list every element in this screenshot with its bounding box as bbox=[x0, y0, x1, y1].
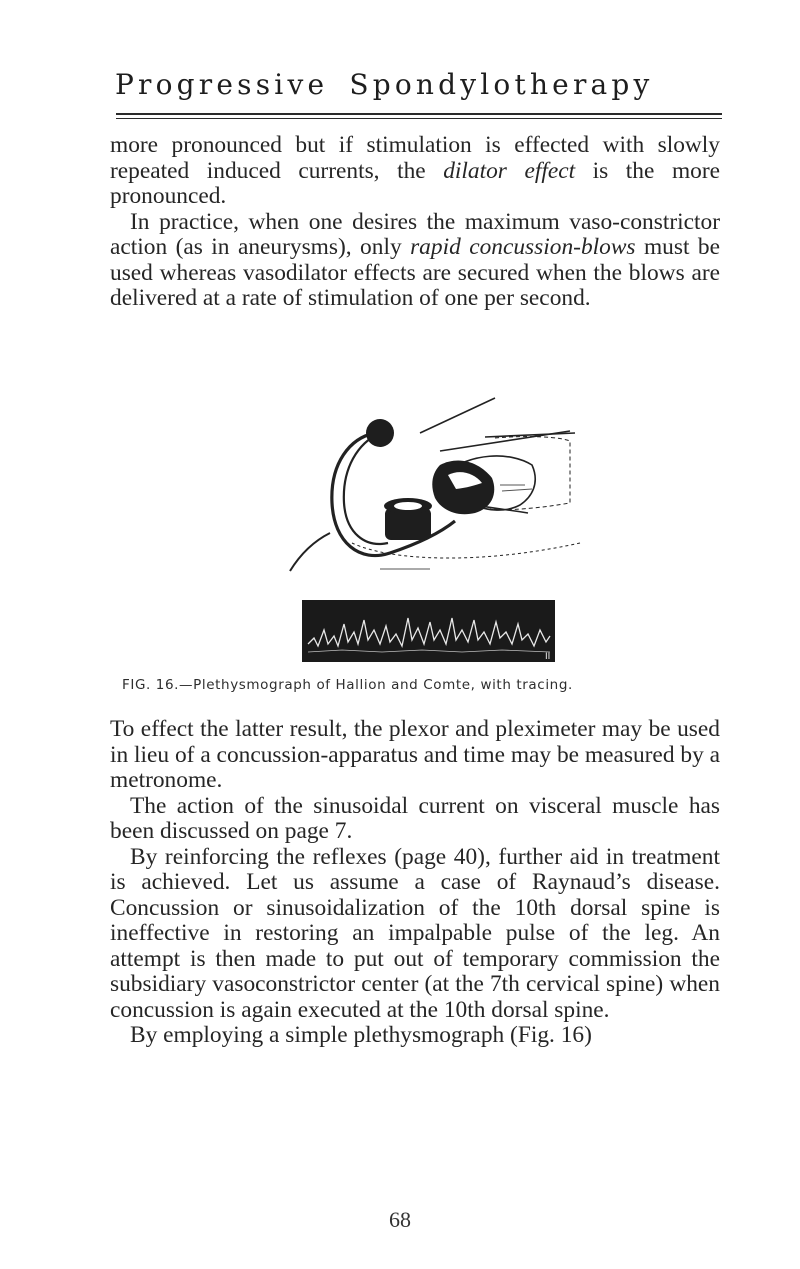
page-number: 68 bbox=[389, 1207, 411, 1232]
italic-term: dilator effect bbox=[443, 157, 576, 184]
paragraph: The action of the sinusoidal current on visceral muscle has been discussed on page 7. bbox=[110, 792, 720, 844]
figure-caption: FIG. 16.—Plethysmograph of Hallion and Comte, with tracing. bbox=[122, 677, 573, 693]
header-rule-thick bbox=[116, 113, 722, 115]
text-run: is the more pronounced. bbox=[110, 157, 720, 209]
plethysmograph-tracing bbox=[302, 600, 555, 662]
paragraph bbox=[110, 133, 720, 210]
paragraph: By reinforcing the reflexes (page 40), further aid in treatment is achieved. Let us assume a case of Raynaud’s disease. Concussion or sinusoidalization of the 10th dorsal spine is ineffective in restoring an impalpable pulse of the leg. An attempt is then made to put out of temporary commission the subsidiary vasoconstrictor center (at the 7th cervical spine) when concussion is again executed at the 10th dorsal spine. bbox=[110, 843, 720, 1023]
paragraph: By employing a simple plethysmograph (Fig. 16) bbox=[130, 1022, 592, 1048]
running-head: Progressive Spondylotherapy bbox=[115, 68, 654, 101]
tracing-label: II bbox=[545, 652, 551, 662]
text-run: more pronounced but if stimulation is effected with slowly repeated induced currents, the bbox=[110, 132, 720, 184]
paragraph bbox=[110, 210, 720, 312]
text-run: In practice, when one desires the maximum vaso-constrictor action (as in aneurysms), only bbox=[110, 208, 720, 260]
paragraph: To effect the latter result, the plexor and pleximeter may be used in lieu of a concussion-apparatus and time may be measured by a metronome. bbox=[110, 716, 720, 793]
bottom-text-block bbox=[110, 717, 720, 1049]
plethysmograph-illustration bbox=[270, 393, 590, 583]
text-run: must be used whereas vasodilator effects are secured when the blows are delivered at a rate of stimulation of one per second. bbox=[110, 234, 720, 311]
header-rule-thin bbox=[116, 118, 722, 119]
top-text-block bbox=[110, 133, 720, 312]
italic-term: rapid concussion-blows bbox=[410, 234, 636, 260]
